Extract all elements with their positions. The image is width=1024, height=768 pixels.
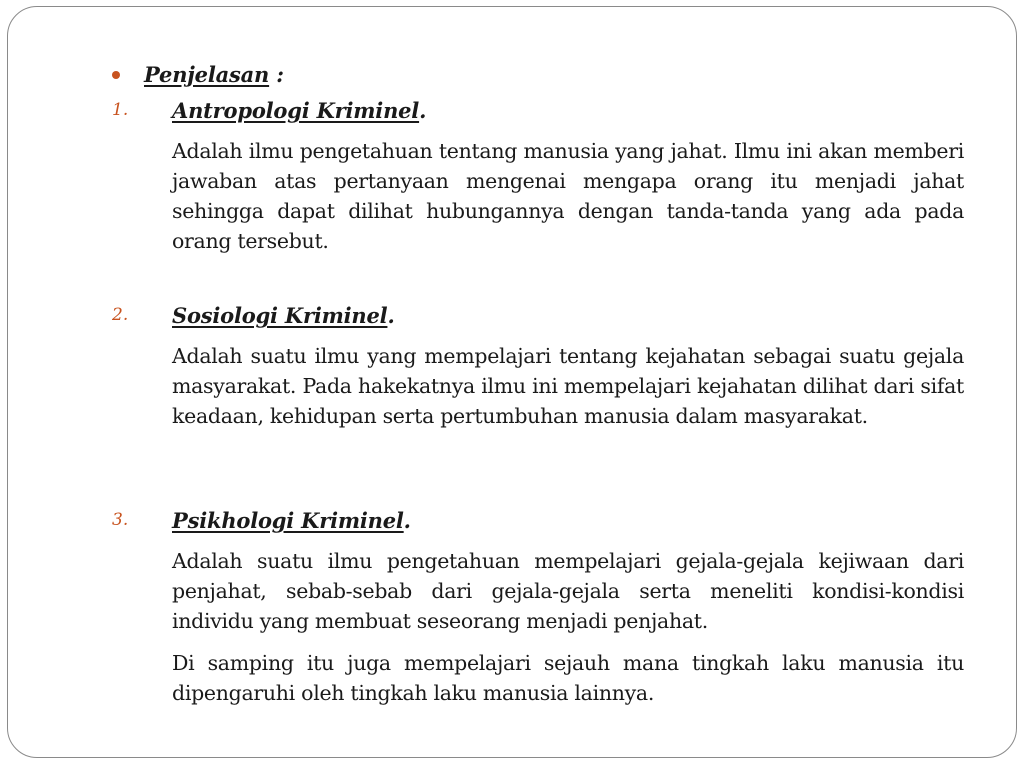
- item-title-suffix: .: [403, 508, 411, 533]
- bullet-dot-icon: [112, 71, 120, 79]
- item-paragraph: Adalah suatu ilmu yang mempelajari tentang kejahatan sebagai suatu gejala masyarakat. Pada hakekatnya ilmu ini mempelajari kejahatan dilihat dari sifat keadaan, kehidupan serta pertumbuhan manusia dalam masyarakat.: [172, 344, 964, 428]
- item-title: [172, 98, 426, 123]
- item-title: [172, 508, 411, 533]
- heading-row: [112, 58, 284, 90]
- item-number: 1.: [112, 100, 129, 120]
- section-heading-label: Penjelasan: [144, 61, 270, 87]
- item-title-text: Sosiologi Kriminel: [172, 303, 388, 328]
- item-paragraph: Di samping itu juga mempelajari sejauh mana tingkah laku manusia itu dipengaruhi oleh tingkah laku manusia lainnya.: [172, 651, 964, 705]
- item-paragraph: Adalah suatu ilmu pengetahuan mempelajari gejala-gejala kejiwaan dari penjahat, sebab-sebab dari gejala-gejala serta meneliti kondisi-kondisi individu yang membuat seseorang menjadi penjahat.: [172, 549, 964, 633]
- item-paragraph: Adalah ilmu pengetahuan tentang manusia yang jahat. Ilmu ini akan memberi jawaban atas pertanyaan mengenai mengapa orang itu menjadi jahat sehingga dapat dilihat hubungannya dengan tanda-tanda yang ada pada orang tersebut.: [172, 139, 964, 253]
- item-title-text: Psikhologi Kriminel: [172, 508, 404, 533]
- section-heading-colon: :: [269, 61, 284, 87]
- item-title-suffix: .: [387, 303, 395, 328]
- item-title-suffix: .: [419, 98, 427, 123]
- item-title: [172, 303, 395, 328]
- section-heading: [144, 62, 284, 87]
- item-number: 3.: [112, 510, 129, 530]
- item-title-text: Antropologi Kriminel: [172, 98, 420, 123]
- item-number: 2.: [112, 305, 129, 325]
